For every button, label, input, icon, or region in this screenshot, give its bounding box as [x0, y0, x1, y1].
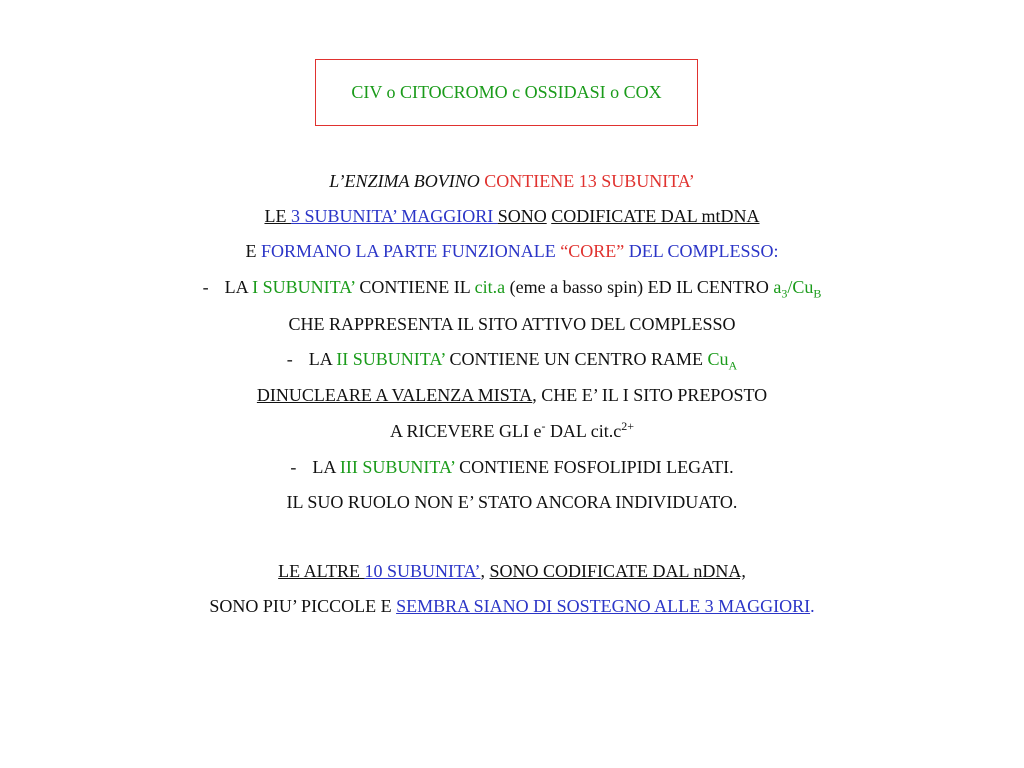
ricevere-e-text: A RICEVERE GLI e- [389, 419, 546, 441]
del-complesso-text: DEL COMPLESSO: [624, 241, 779, 261]
line-altre-10-subunita [0, 560, 1024, 582]
i-subunita-text: I SUBUNITA’ [252, 277, 355, 297]
line-i-subunita [0, 276, 1024, 301]
cit-a-text: cit.a [474, 277, 506, 297]
le-altre-text: LE ALTRE [278, 561, 365, 581]
la-text: LA [308, 349, 337, 369]
e-text: E [245, 241, 261, 261]
sito-attivo-text: CHE RAPPRESENTA IL SITO ATTIVO DEL COMPLESSO [288, 314, 736, 334]
bullet-dash: - [202, 277, 209, 297]
3-subunita-maggiori-text: 3 SUBUNITA’ MAGGIORI [290, 206, 498, 226]
a3-cub-text: $a_3/Cu_B$ [773, 277, 822, 301]
ii-subunita-text: II SUBUNITA’ [336, 349, 446, 369]
fosfolipidi-text: CONTIENE FOSFOLIPIDI LEGATI. [454, 457, 734, 477]
eme-basso-spin-text: (eme a basso spin) ED IL CENTRO [505, 277, 774, 297]
line-iii-subunita [0, 456, 1024, 478]
line-piu-piccole [0, 595, 1024, 617]
piu-piccole-text: SONO PIU’ PICCOLE E [209, 596, 397, 616]
ruolo-text: IL SUO RUOLO NON E’ STATO ANCORA INDIVIDUATO. [286, 492, 738, 512]
line-3-subunita-maggiori [0, 205, 1024, 227]
cua-text: $Cu_A$ [707, 349, 738, 373]
centro-rame-text: CONTIENE UN CENTRO RAME [445, 349, 708, 369]
comma-text: , [480, 561, 486, 581]
line-enzima-bovino [0, 170, 1024, 192]
formano-parte-funzionale-text: FORMANO LA PARTE FUNZIONALE [260, 241, 561, 261]
bullet-dash: - [286, 349, 293, 369]
line-dinucleare [0, 384, 1024, 406]
le-text: LE [264, 206, 291, 226]
line-ricevere [0, 420, 1024, 442]
dinucleare-text: DINUCLEARE A VALENZA MISTA [256, 385, 533, 405]
codificate-mtdna-text: CODIFICATE DAL mtDNA [551, 206, 760, 226]
i-sito-preposto-text: , CHE E’ IL I SITO PREPOSTO [532, 385, 768, 405]
sostegno-text: SEMBRA SIANO DI SOSTEGNO ALLE 3 MAGGIORI [396, 596, 811, 616]
core-text: “CORE” [560, 241, 625, 261]
bullet-dash: - [290, 457, 297, 477]
line-ruolo [0, 491, 1024, 513]
la-text: LA [224, 277, 253, 297]
line-ii-subunita [0, 348, 1024, 373]
line-sito-attivo [0, 313, 1024, 335]
enzima-bovino-text: L’ENZIMA BOVINO [329, 171, 480, 191]
slide-title: CIV o CITOCROMO c OSSIDASI o COX [351, 82, 662, 102]
dal-cit-c-text: DAL $cit.c^{2+}$ [545, 419, 635, 441]
10-subunita-text: 10 SUBUNITA’ [364, 561, 481, 581]
period-text: . [810, 596, 815, 616]
iii-subunita-text: III SUBUNITA’ [339, 457, 455, 477]
codificate-ndna-text: SONO CODIFICATE DAL nDNA, [489, 561, 746, 581]
title-box [315, 59, 698, 126]
sono-text: SONO [497, 206, 547, 226]
contiene-il-text: CONTIENE IL [354, 277, 475, 297]
contiene-13-subunita-text: CONTIENE 13 SUBUNITA’ [484, 171, 695, 191]
la-text: LA [312, 457, 340, 477]
line-parte-funzionale [0, 240, 1024, 262]
